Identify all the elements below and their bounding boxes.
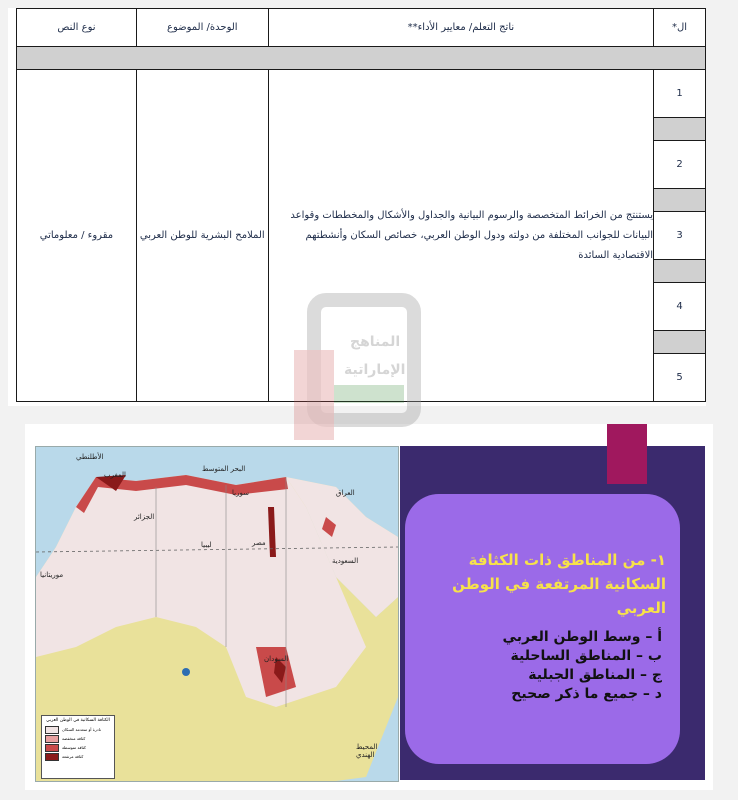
map-label-mauritania: موريتانيا bbox=[40, 571, 64, 579]
legend-item: كثافة منخفضة bbox=[42, 734, 114, 743]
watermark-line1: المناهج bbox=[350, 334, 401, 350]
answer-option-c[interactable]: ج – المناطق الجبلية bbox=[528, 667, 662, 683]
grey-separator-row bbox=[17, 47, 706, 70]
curriculum-table bbox=[16, 8, 706, 402]
map-label-libya: ليبيا bbox=[201, 541, 212, 549]
watermark-line2: الإماراتية bbox=[344, 362, 406, 378]
map-label-algeria: الجزائر bbox=[134, 513, 155, 521]
map-label-morocco: المغرب bbox=[104, 471, 126, 479]
legend-swatch bbox=[45, 753, 59, 761]
document-table-page bbox=[8, 8, 706, 406]
accent-bar bbox=[607, 424, 647, 484]
map-label-mediterranean: البحر المتوسط bbox=[202, 465, 246, 473]
grey-cell bbox=[654, 189, 706, 212]
map-legend bbox=[41, 715, 115, 779]
header-text-type: نوع النص bbox=[17, 9, 137, 47]
question-bubble bbox=[405, 494, 680, 764]
outcome-cell: يستنتج من الخرائط المتخصصة والرسوم البيانية والجداول والأشكال والمخططات وقواعد البيانات للجوانب المختلفة من دولته ودول الوطن العربي، خصائص السكان وأنشطتهم الاقتصادية السائدة bbox=[268, 70, 653, 402]
grey-cell bbox=[654, 118, 706, 141]
header-outcome: ناتج التعلم/ معايير الأداء** bbox=[268, 9, 653, 47]
map-label-egypt: مصر bbox=[252, 539, 266, 547]
unit-cell: الملامح البشرية للوطن العربي bbox=[136, 70, 268, 402]
row-number-2: 2 bbox=[654, 141, 706, 189]
map-label-saudi: السعودية bbox=[332, 557, 359, 565]
row-number-5: 5 bbox=[654, 354, 706, 402]
row-number-3: 3 bbox=[654, 212, 706, 260]
answer-option-d[interactable]: د – جميع ما ذكر صحيح bbox=[511, 686, 662, 702]
map-label-iraq: العراق bbox=[336, 489, 355, 497]
grey-cell bbox=[654, 331, 706, 354]
population-density-map bbox=[35, 446, 399, 782]
legend-item: كثافة مرتفعة bbox=[42, 752, 114, 761]
legend-swatch bbox=[45, 735, 59, 743]
header-seq: ال* bbox=[654, 9, 706, 47]
answer-option-a[interactable]: أ – وسط الوطن العربي bbox=[502, 629, 662, 645]
legend-item: كثافة متوسطة bbox=[42, 743, 114, 752]
question-title: ١- من المناطق ذات الكثافة السكانية المرتفعة في الوطن العربي bbox=[452, 551, 666, 617]
row-number-4: 4 bbox=[654, 283, 706, 331]
answer-option-b[interactable]: ب – المناطق الساحلية bbox=[510, 648, 662, 664]
legend-item: نادرة أو منعدمة السكان bbox=[42, 725, 114, 734]
map-label-atlantic: الأطلنطي bbox=[76, 453, 104, 461]
question-slide bbox=[25, 424, 713, 790]
legend-swatch bbox=[45, 744, 59, 752]
text-type-cell: مقروء / معلوماتي bbox=[17, 70, 137, 402]
map-label-indian-ocean: المحيط الهندي bbox=[356, 743, 378, 759]
legend-title: الكثافة السكانية في الوطن العربي bbox=[46, 718, 110, 723]
map-label-syria: سوريا bbox=[232, 489, 249, 497]
grey-cell bbox=[654, 260, 706, 283]
header-unit: الوحدة/ الموضوع bbox=[136, 9, 268, 47]
row-number-1: 1 bbox=[654, 70, 706, 118]
map-label-sudan: السودان bbox=[264, 655, 289, 663]
legend-swatch bbox=[45, 726, 59, 734]
answer-list bbox=[422, 628, 662, 704]
